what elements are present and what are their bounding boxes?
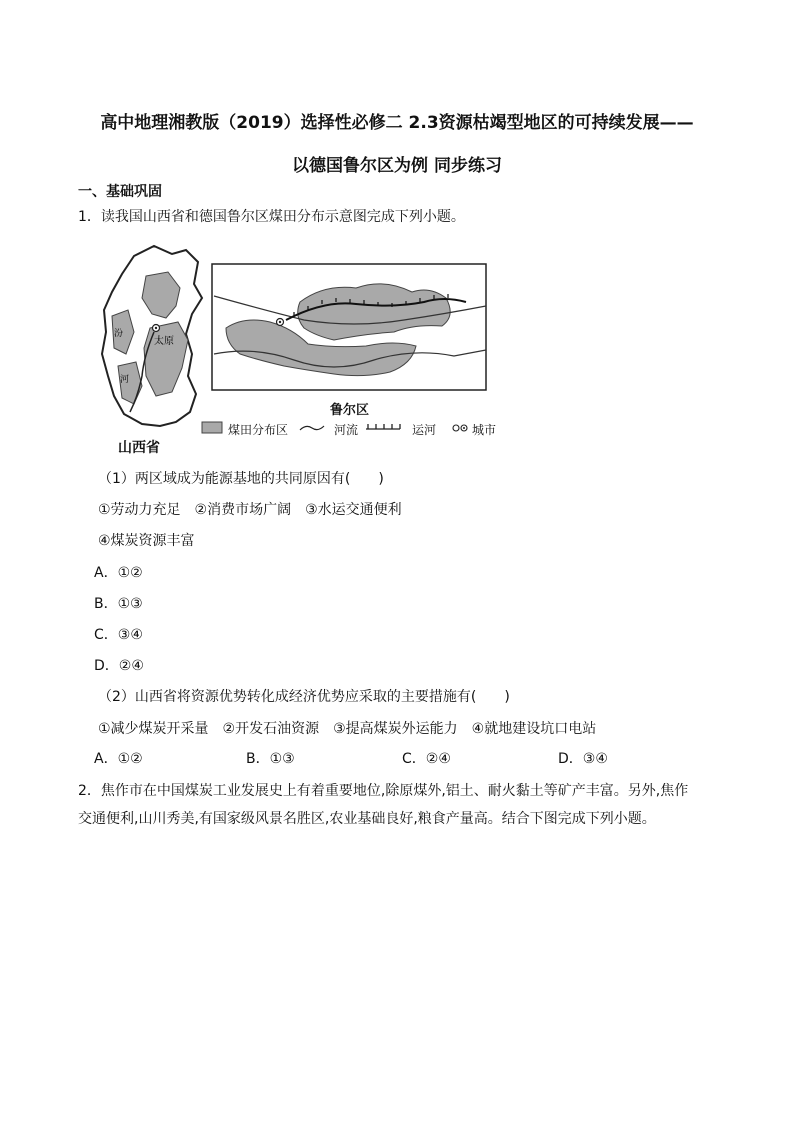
taiyuan-label: 太原 — [154, 336, 174, 347]
ruhr-map — [212, 264, 486, 390]
q1-sub2-option-d[interactable]: D．③④ — [558, 751, 608, 767]
legend-city-label: 城市 — [472, 423, 497, 437]
q1-sub2-option-b[interactable]: B．①③ — [246, 751, 295, 767]
document-title-line2: 以德国鲁尔区为例 同步练习 — [292, 156, 502, 176]
q1-sub1-items-line1: ①劳动力充足 ②消费市场广阔 ③水运交通便利 — [98, 502, 402, 518]
ruhr-map-title: 鲁尔区 — [330, 403, 370, 418]
legend-river-label: 河流 — [334, 423, 359, 437]
fen-label: 汾 — [114, 329, 124, 339]
legend-coalfield-swatch — [202, 422, 222, 433]
legend-canal-label: 运河 — [412, 423, 437, 437]
shanxi-map-title: 山西省 — [118, 440, 160, 456]
q1-sub2-option-c[interactable]: C．②④ — [402, 751, 451, 767]
q1-sub1-option-d[interactable]: D．②④ — [94, 658, 144, 674]
legend-canal-icon — [366, 424, 400, 429]
q1-sub1-items-line2: ④煤炭资源丰富 — [98, 533, 195, 549]
q1-sub2-stem: （2）山西省将资源优势转化成经济优势应采取的主要措施有( ) — [98, 689, 510, 705]
q1-sub1-option-a[interactable]: A．①② — [94, 565, 143, 581]
map-svg — [94, 236, 504, 458]
legend-river-icon — [300, 426, 324, 430]
section-heading: 一、基础巩固 — [78, 184, 162, 200]
q1-sub1-option-c[interactable]: C．③④ — [94, 627, 143, 643]
q1-sub1-option-b[interactable]: B．①③ — [94, 596, 143, 612]
q1-sub2-option-a[interactable]: A．①② — [94, 751, 143, 767]
question-2-line1: 2．焦作市在中国煤炭工业发展史上有着重要地位,除原煤外,铝土、耐火黏土等矿产丰富。另外,焦作 — [78, 783, 689, 799]
legend-coalfield-label: 煤田分布区 — [228, 423, 289, 437]
q1-sub1-stem: （1）两区域成为能源基地的共同原因有( ) — [98, 471, 384, 487]
question-2-line2: 交通便利,山川秀美,有国家级风景名胜区,农业基础良好,粮食产量高。结合下图完成下列小题。 — [78, 811, 656, 827]
shanxi-map — [102, 246, 202, 426]
q1-sub2-items: ①减少煤炭开采量 ②开发石油资源 ③提高煤炭外运能力 ④就地建设坑口电站 — [98, 721, 597, 737]
legend-city-icon — [453, 425, 459, 431]
he-label: 河 — [120, 375, 130, 385]
coalfield-map-figure — [94, 236, 504, 458]
question-1-stem: 1．读我国山西省和德国鲁尔区煤田分布示意图完成下列小题。 — [78, 209, 465, 225]
document-title-line1: 高中地理湘教版（2019）选择性必修二 2.3资源枯竭型地区的可持续发展—— — [100, 113, 694, 133]
